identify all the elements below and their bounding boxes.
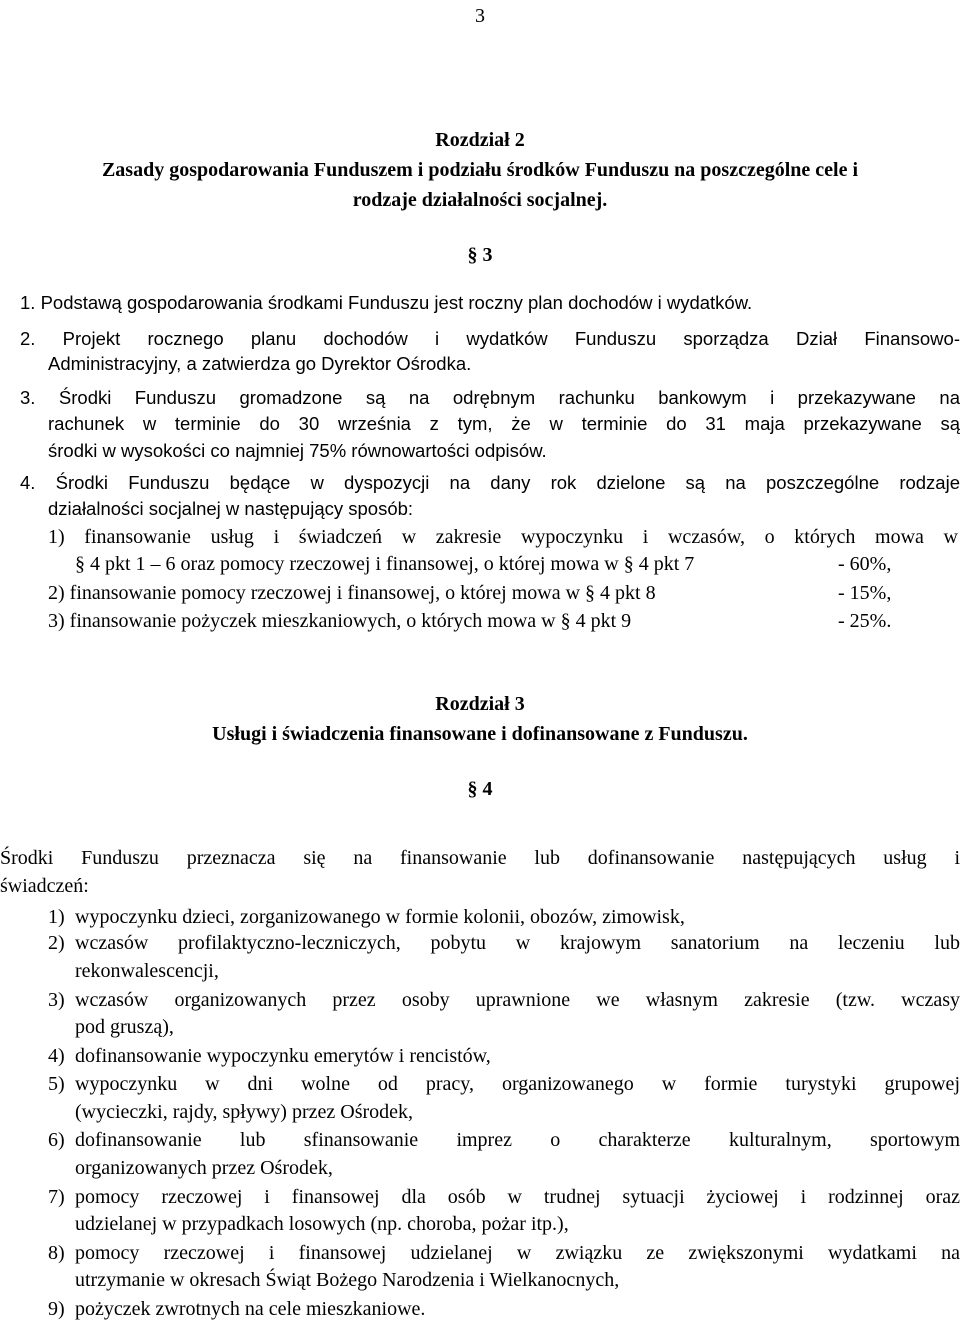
list-item-3-line1: wczasów organizowanych przez osoby uprawnione we własnym zakresie (tzw. wczasy	[75, 989, 960, 1011]
list-item-2-line2: rekonwalescencji,	[75, 960, 219, 982]
chapter-2-heading: Rozdział 2	[435, 129, 525, 151]
list-item-7-line1: pomocy rzeczowej i finansowej dla osób w trudnej sytuacji życiowej i rodzinnej oraz	[75, 1186, 960, 1208]
list-item-6-line1: dofinansowanie lub sfinansowanie imprez o charakterze kulturalnym, sportowym	[75, 1129, 960, 1151]
list-item-6-line2: organizowanych przez Ośrodek,	[75, 1157, 333, 1179]
allocation-3-percent: - 25%.	[838, 610, 892, 632]
list-number: 9)	[48, 1298, 65, 1320]
allocation-2: 2) finansowanie pomocy rzeczowej i finansowej, o której mowa w § 4 pkt 8	[48, 582, 656, 604]
list-item-7-line2: udzielanej w przypadkach losowych (np. choroba, pożar itp.),	[75, 1213, 569, 1235]
list-item-8-line2: utrzymanie w okresach Świąt Bożego Narodzenia i Wielkanocnych,	[75, 1269, 620, 1291]
paragraph-3-line3: środki w wysokości co najmniej 75% równowartości odpisów.	[48, 440, 547, 461]
list-number: 6)	[48, 1129, 65, 1151]
list-number: 4)	[48, 1045, 65, 1067]
list-item-2-line1: wczasów profilaktyczno-leczniczych, pobytu w krajowym sanatorium na leczeniu lub	[75, 932, 960, 954]
list-item-1-line1: wypoczynku dzieci, zorganizowanego w formie kolonii, obozów, zimowisk,	[75, 906, 685, 928]
page-number: 3	[475, 5, 485, 27]
list-item-8-line1: pomocy rzeczowej i finansowej udzielanej w związku ze zwiększonymi wydatkami na	[75, 1242, 960, 1264]
list-item-3-line2: pod gruszą),	[75, 1016, 174, 1038]
paragraph-1: 1. Podstawą gospodarowania środkami Funduszu jest roczny plan dochodów i wydatków.	[20, 292, 753, 313]
list-number: 3)	[48, 989, 65, 1011]
list-item-9-line1: pożyczek zwrotnych na cele mieszkaniowe.	[75, 1298, 426, 1320]
paragraph-3-line2: rachunek w terminie do 30 września z tym, że w terminie do 31 maja przekazywane są	[48, 413, 960, 434]
chapter-3-title: Usługi i świadczenia finansowane i dofinansowane z Funduszu.	[212, 723, 748, 745]
paragraph-3-line1: 3. Środki Funduszu gromadzone są na odrębnym rachunku bankowym i przekazywane na	[20, 387, 960, 408]
paragraph-4-line1: 4. Środki Funduszu będące w dyspozycji na dany rok dzielone są na poszczególne rodzaje	[20, 472, 960, 493]
paragraph-4-line2: działalności socjalnej w następujący sposób:	[48, 498, 414, 519]
list-item-5-line1: wypoczynku w dni wolne od pracy, organizowanego w formie turystyki grupowej	[75, 1073, 960, 1095]
list-number: 7)	[48, 1186, 65, 1208]
allocation-2-percent: - 15%,	[838, 582, 892, 604]
list-item-5-line2: (wycieczki, rajdy, spływy) przez Ośrodek,	[75, 1101, 414, 1123]
intro-line2: świadczeń:	[0, 875, 89, 897]
section-3-label: § 3	[467, 244, 493, 266]
allocation-1-percent: - 60%,	[838, 553, 892, 575]
allocation-1-line1: 1) finansowanie usług i świadczeń w zakresie wypoczynku i wczasów, o których mowa w	[48, 526, 958, 548]
list-number: 5)	[48, 1073, 65, 1095]
list-number: 2)	[48, 932, 65, 954]
chapter-2-title-line2: rodzaje działalności socjalnej.	[352, 189, 608, 211]
section-4-label: § 4	[467, 778, 493, 800]
intro-line1: Środki Funduszu przeznacza się na finansowanie lub dofinansowanie następujących usług i	[0, 847, 960, 869]
list-number: 1)	[48, 906, 65, 928]
list-item-4-line1: dofinansowanie wypoczynku emerytów i rencistów,	[75, 1045, 491, 1067]
paragraph-2-line1: 2. Projekt rocznego planu dochodów i wydatków Funduszu sporządza Dział Finansowo-	[20, 328, 960, 349]
list-number: 8)	[48, 1242, 65, 1264]
chapter-2-title-line1: Zasady gospodarowania Funduszem i podziału środków Funduszu na poszczególne cele i	[101, 159, 859, 181]
paragraph-2-line2: Administracyjny, a zatwierdza go Dyrektor Ośrodka.	[48, 353, 472, 374]
allocation-3: 3) finansowanie pożyczek mieszkaniowych, o których mowa w § 4 pkt 9	[48, 610, 632, 632]
allocation-1-line2: § 4 pkt 1 – 6 oraz pomocy rzeczowej i finansowej, o której mowa w § 4 pkt 7	[75, 553, 695, 575]
chapter-3-heading: Rozdział 3	[435, 693, 525, 715]
